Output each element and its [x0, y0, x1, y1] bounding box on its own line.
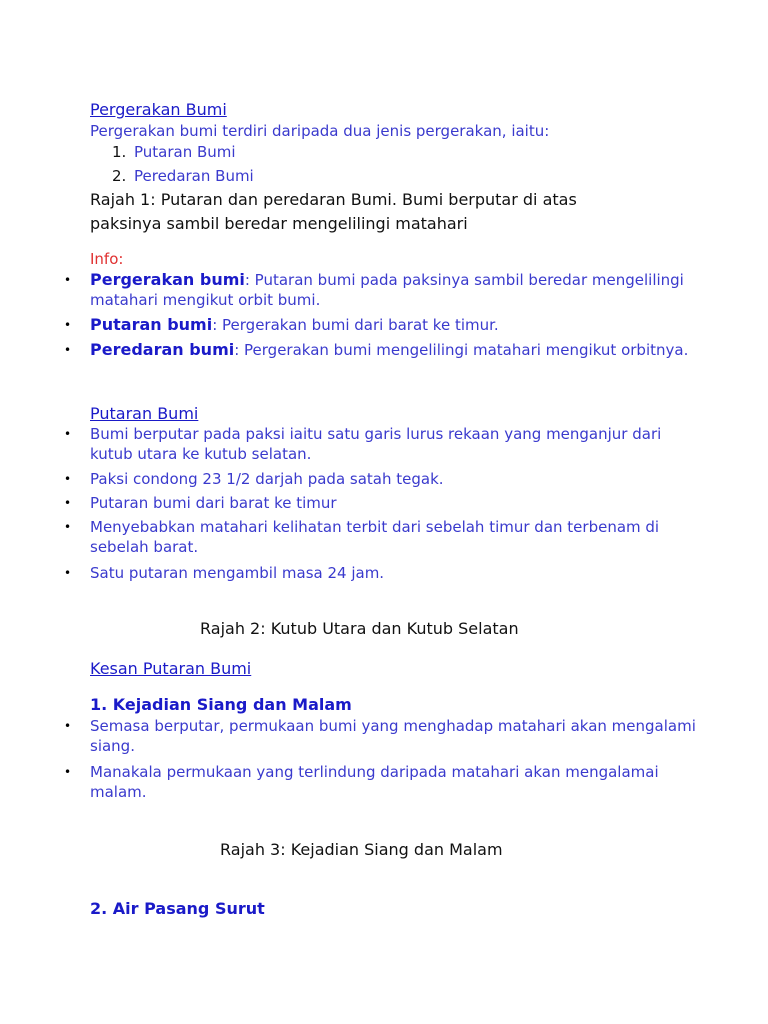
section-title-kesan-putaran-bumi[interactable]: Kesan Putaran Bumi [90, 659, 252, 678]
section-title-putaran-bumi[interactable]: Putaran Bumi [90, 404, 199, 423]
bullet-icon: • [64, 343, 72, 357]
item-text: Putaran Bumi [134, 143, 236, 161]
info-label: Info: [90, 250, 124, 268]
bullet-icon: • [64, 318, 72, 332]
bullet-icon: • [64, 719, 72, 733]
term: Peredaran bumi [90, 340, 235, 359]
bullet-icon: • [64, 427, 72, 441]
list-item-text: Bumi berputar pada paksi iaitu satu garis lurus rekaan yang menganjur dari kutub utara ke kutub selatan. [90, 425, 662, 463]
list-item [64, 563, 704, 583]
figure-caption-1-line-1: Rajah 1: Putaran dan peredaran Bumi. Bumi berputar di atas [90, 190, 577, 209]
numbered-item-1 [112, 142, 236, 162]
term: Putaran bumi [90, 315, 213, 334]
bullet-icon: • [64, 566, 72, 580]
subheading-air-pasang-surut: 2. Air Pasang Surut [90, 899, 265, 918]
list-item [64, 469, 704, 489]
info-item [64, 315, 704, 335]
definition: : Pergerakan bumi mengelilingi matahari mengikut orbitnya. [234, 341, 689, 359]
list-item [64, 517, 704, 557]
bullet-icon: • [64, 472, 72, 486]
definition: : Pergerakan bumi dari barat ke timur. [212, 316, 499, 334]
term: Pergerakan bumi [90, 270, 245, 289]
list-item-text: Putaran bumi dari barat ke timur [90, 494, 337, 512]
info-item [64, 270, 704, 310]
section-title-pergerakan-bumi[interactable]: Pergerakan Bumi [90, 100, 227, 119]
list-item [64, 424, 704, 464]
list-item-text: Paksi condong 23 1/2 darjah pada satah tegak. [90, 470, 444, 488]
figure-caption-3: Rajah 3: Kejadian Siang dan Malam [220, 840, 503, 859]
section-intro: Pergerakan bumi terdiri daripada dua jenis pergerakan, iaitu: [90, 122, 550, 140]
bullet-icon: • [64, 765, 72, 779]
bullet-icon: • [64, 520, 72, 534]
figure-caption-2: Rajah 2: Kutub Utara dan Kutub Selatan [200, 619, 519, 638]
bullet-icon: • [64, 273, 72, 287]
list-item-text: Semasa berputar, permukaan bumi yang menghadap matahari akan mengalami siang. [90, 717, 696, 755]
item-text: Peredaran Bumi [134, 167, 254, 185]
list-item [64, 762, 704, 802]
numbered-item-2 [112, 166, 254, 186]
definition: : Putaran bumi pada paksinya sambil beredar mengelilingi matahari mengikut orbit bumi. [90, 271, 684, 309]
figure-caption-1-line-2: paksinya sambil beredar mengelilingi matahari [90, 214, 468, 233]
subheading-kejadian-siang-malam: 1. Kejadian Siang dan Malam [90, 695, 352, 714]
list-item [64, 716, 704, 756]
list-item-text: Satu putaran mengambil masa 24 jam. [90, 564, 385, 582]
item-number: 1. [112, 143, 127, 161]
info-item [64, 340, 704, 360]
list-item [64, 493, 704, 513]
list-item-text: Menyebabkan matahari kelihatan terbit dari sebelah timur dan terbenam di sebelah barat. [90, 518, 660, 556]
bullet-icon: • [64, 496, 72, 510]
item-number: 2. [112, 167, 127, 185]
list-item-text: Manakala permukaan yang terlindung daripada matahari akan mengalamai malam. [90, 763, 659, 801]
